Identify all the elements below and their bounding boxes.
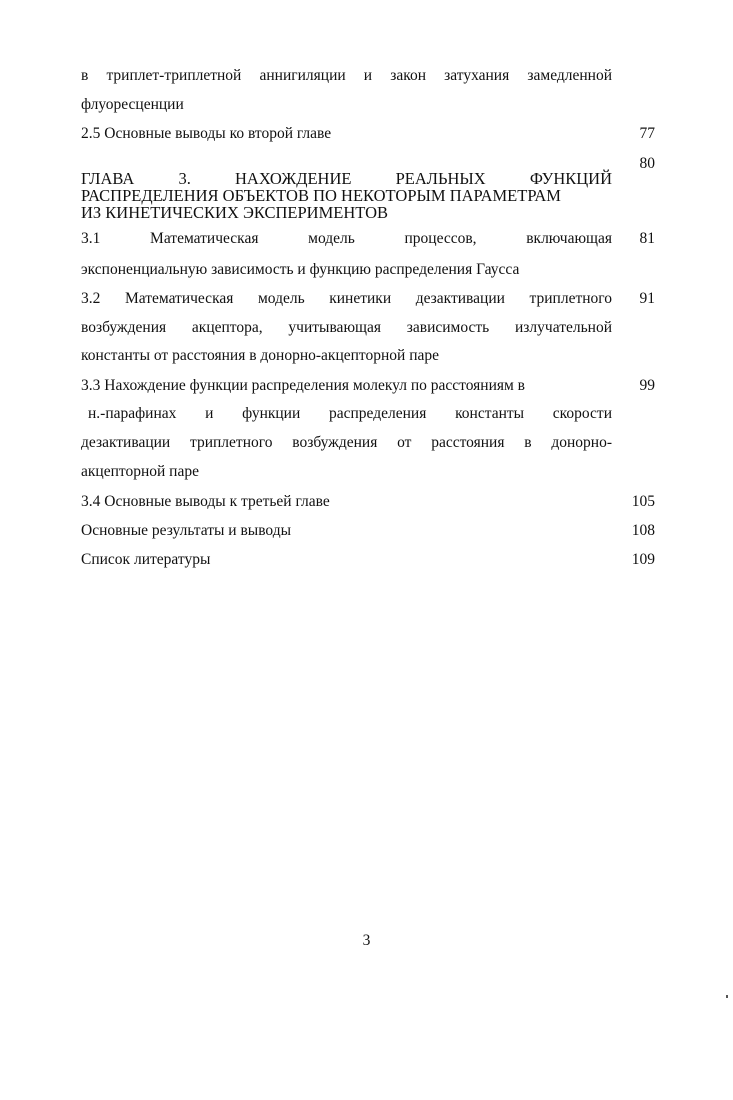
toc-references-page: 109 — [631, 551, 655, 568]
toc-results[interactable]: Основные результаты и выводы — [81, 522, 292, 539]
toc-references[interactable]: Список литературы — [81, 551, 211, 568]
toc-entry-3-3-line-1[interactable]: 3.3 Нахождение функции распределения молекул по расстояниям в — [81, 377, 526, 394]
toc-entry-2-5-page: 77 — [639, 125, 655, 142]
toc-results-page: 108 — [631, 522, 655, 539]
toc-entry-3-3-line-4[interactable]: акцепторной паре — [81, 463, 199, 480]
toc-entry-3-3-page: 99 — [639, 377, 655, 394]
toc-entry-3-4-page: 105 — [631, 493, 655, 510]
toc-intro-line-1: в триплет-триплетной аннигиляции и закон затухания замедленной — [81, 67, 612, 84]
chapter-3-line-2: РАСПРЕДЕЛЕНИЯ ОБЪЕКТОВ ПО НЕКОТОРЫМ ПАРАМЕТРАМ — [81, 186, 561, 205]
toc-entry-3-3-line-3[interactable]: дезактивации триплетного возбуждения от расстояния в донорно- — [81, 434, 612, 451]
page-number: 3 — [362, 932, 371, 949]
toc-entry-3-1-line-1[interactable]: 3.1 Математическая модель процессов, включающая — [81, 230, 612, 247]
toc-entry-3-2-page: 91 — [639, 290, 655, 307]
toc-entry-3-1-page: 81 — [639, 230, 655, 247]
toc-entry-3-4[interactable]: 3.4 Основные выводы к третьей главе — [81, 493, 330, 510]
chapter-3-line-1: ГЛАВА 3. НАХОЖДЕНИЕ РЕАЛЬНЫХ ФУНКЦИЙ — [81, 169, 612, 188]
toc-entry-3-2-line-2[interactable]: возбуждения акцептора, учитывающая зависимость излучательной — [81, 319, 612, 336]
toc-entry-2-5[interactable]: 2.5 Основные выводы ко второй главе — [81, 125, 332, 142]
toc-entry-3-2-line-3[interactable]: константы от расстояния в донорно-акцепторной паре — [81, 347, 439, 364]
toc-entry-3-3-line-2[interactable]: н.-парафинах и функции распределения константы скорости — [88, 405, 612, 422]
toc-intro-line-2: флуоресценции — [81, 96, 184, 113]
toc-chapter-3-page: 80 — [639, 155, 655, 172]
toc-entry-3-2-line-1[interactable]: 3.2 Математическая модель кинетики дезактивации триплетного — [81, 290, 612, 307]
toc-chapter-3-heading[interactable] — [81, 170, 612, 221]
toc-entry-3-1-line-2[interactable]: экспоненциальную зависимость и функцию распределения Гаусса — [81, 261, 520, 278]
chapter-3-line-3: ИЗ КИНЕТИЧЕСКИХ ЭКСПЕРИМЕНТОВ — [81, 203, 389, 222]
scan-speck — [726, 995, 728, 998]
